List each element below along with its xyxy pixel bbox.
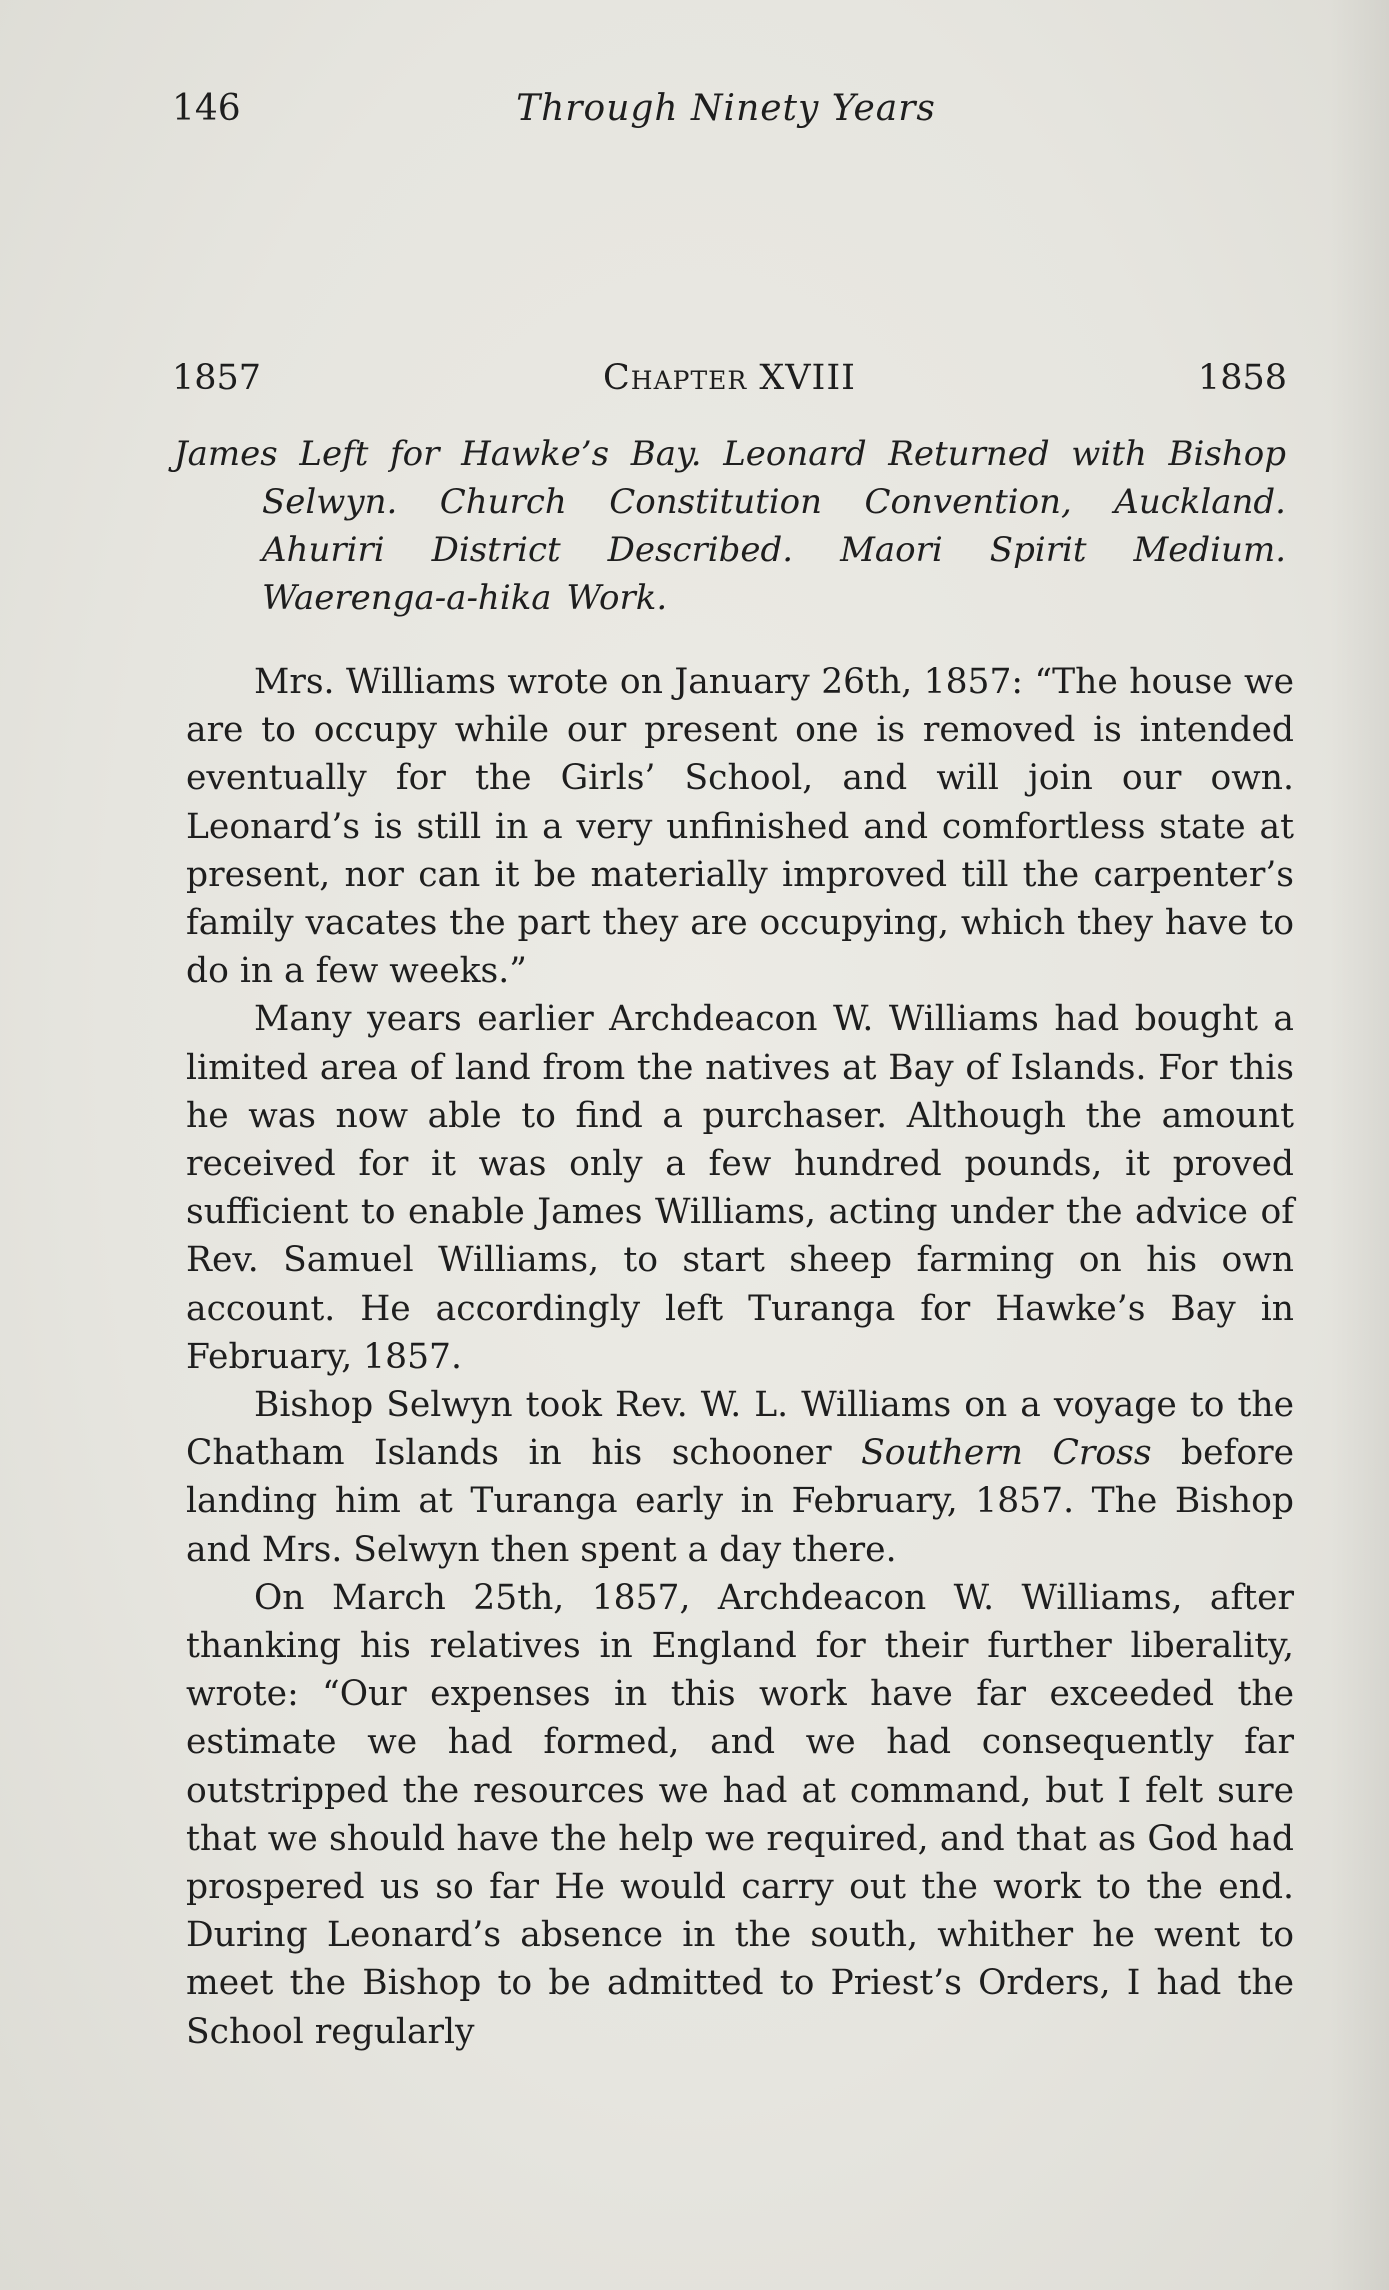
chapter-title: Chapter XVIII	[603, 358, 856, 398]
chapter-year-end: 1858	[1197, 358, 1287, 398]
paragraph-text: Bishop Selwyn took Rev. W. L. Williams on a voyage to the Chatham Islands in his schooner	[186, 1385, 1294, 1474]
running-head	[172, 88, 1280, 138]
paragraph	[186, 1381, 1294, 1574]
chapter-year-start: 1857	[172, 358, 262, 398]
running-title: Through Ninety Years	[516, 88, 936, 129]
page-edge-shadow	[1329, 0, 1389, 2290]
paragraph: Many years earlier Archdeacon W. Williams had bought a limited area of land from the natives at Bay of Islands. For this he was now able to find a purchaser. Although the amount received for it was only a few hundred pounds, it proved sufficient to enable James Williams, acting under the advice of Rev. Samuel Williams, to start sheep farming on his own account. He accordingly left Turanga for Hawke’s Bay in February, 1857.	[186, 999, 1294, 1377]
ship-name: Southern Cross	[861, 1433, 1152, 1474]
paragraph-text: before landing him at Turanga early in February, 1857. The Bishop and Mrs. Selwyn then spent a day there.	[186, 1433, 1294, 1570]
chapter-synopsis: James Left for Hawke’s Bay. Leonard Returned with Bishop Selwyn. Church Constitution Convention, Auckland. Ahuriri District Described. Maori Spirit Medium. Waerenga-a-hika Work.	[174, 434, 1286, 618]
body-text	[186, 658, 1294, 2056]
page-number: 146	[172, 88, 241, 129]
paragraph: On March 25th, 1857, Archdeacon W. Williams, after thanking his relatives in England for their further liberality, wrote: “Our expenses in this work have far exceeded the estimate we had formed, and we had consequently far outstripped the resources we had at command, but I felt sure that we should have the help we required, and that as God had prospered us so far He would carry out the work to the end. During Leonard’s absence in the south, whither he went to meet the Bishop to be admitted to Priest’s Orders, I had the School regularly	[186, 1577, 1294, 2052]
chapter-heading	[172, 358, 1287, 408]
paragraph: Mrs. Williams wrote on January 26th, 1857: “The house we are to occupy while our present one is removed is intended eventually for the Girls’ School, and will join our own. Leonard’s is still in a very unfinished and comfortless state at present, nor can it be materially improved till the carpenter’s family vacates the part they are occupying, which they have to do in a few weeks.”	[186, 662, 1294, 992]
